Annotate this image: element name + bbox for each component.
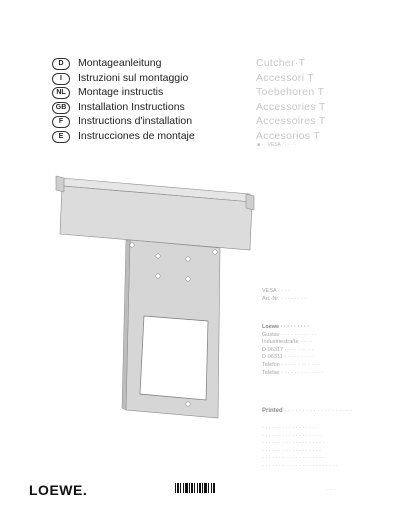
bracket-end-tab-right bbox=[246, 194, 254, 210]
language-code-badge: E bbox=[52, 131, 70, 143]
language-row-nl bbox=[52, 86, 372, 101]
bracket-window-cutout bbox=[140, 316, 208, 400]
language-code-badge: GB bbox=[52, 102, 70, 114]
language-row-it bbox=[52, 72, 372, 87]
language-row-fr bbox=[52, 115, 372, 130]
language-row-es bbox=[52, 130, 372, 145]
language-title: Instrucciones de montaje bbox=[78, 129, 195, 142]
language-title: Instructions d'installation bbox=[78, 115, 193, 127]
language-title: Istruzioni sul montaggio bbox=[78, 71, 189, 84]
language-row-de bbox=[52, 57, 372, 72]
language-row-gb bbox=[52, 101, 372, 116]
bracket-end-tab-left bbox=[56, 176, 64, 192]
faded-product-title: Accesorios T bbox=[256, 129, 321, 142]
language-code-badge: NL bbox=[52, 87, 70, 99]
loewe-logo: LOEWE. bbox=[29, 482, 88, 498]
faded-spec-line: ■ · · VESA · · · · · bbox=[257, 142, 296, 148]
language-title: Montageanleitung bbox=[78, 57, 162, 69]
faded-page-reference: · · · bbox=[326, 487, 336, 493]
faded-rights-block: · · · · · · · · · · · · · · · · · · · · · · · · · · · · · · · · · · · · · · · · · · · · · · · · · · · · · · · · · · · · · · · · · · · · · · · · · · · · · · · · · · · · · · · · · · · · · · · · · · · · · · · · · · · · · · · · · · bbox=[262, 425, 338, 469]
language-title: Installation Instructions bbox=[78, 100, 185, 113]
faded-vesa-block: VESA · · · · Art.-Nr. · · · · · · · · bbox=[262, 288, 307, 302]
faded-product-title: Accessories T bbox=[256, 100, 326, 113]
faded-product-title: Accessori T bbox=[256, 71, 314, 84]
faded-product-title: Accessoires T bbox=[256, 115, 326, 127]
language-title: Montage instructis bbox=[78, 86, 164, 98]
language-code-badge: I bbox=[52, 73, 70, 85]
faded-product-title: Toebehoren T bbox=[256, 86, 325, 98]
faded-product-line: Printed · · · · · · · · · · · · · · · · · · · bbox=[262, 408, 353, 414]
wall-bracket-illustration bbox=[40, 168, 280, 433]
language-code-badge: F bbox=[52, 116, 70, 128]
faded-company-block: Loewe · · · · · · · · · Gustav · · · · · · · · · · · Industriestraße · · · · D-96317 · · · · · · · · · D-96311 · · · · · · · · · Telefon · · · · · · · · · · · · Telefax · · · · · · · · · · · · · bbox=[262, 324, 324, 376]
faded-product-title: Cutcher·T bbox=[256, 57, 306, 69]
barcode bbox=[175, 483, 215, 493]
language-code-badge: D bbox=[52, 58, 70, 70]
